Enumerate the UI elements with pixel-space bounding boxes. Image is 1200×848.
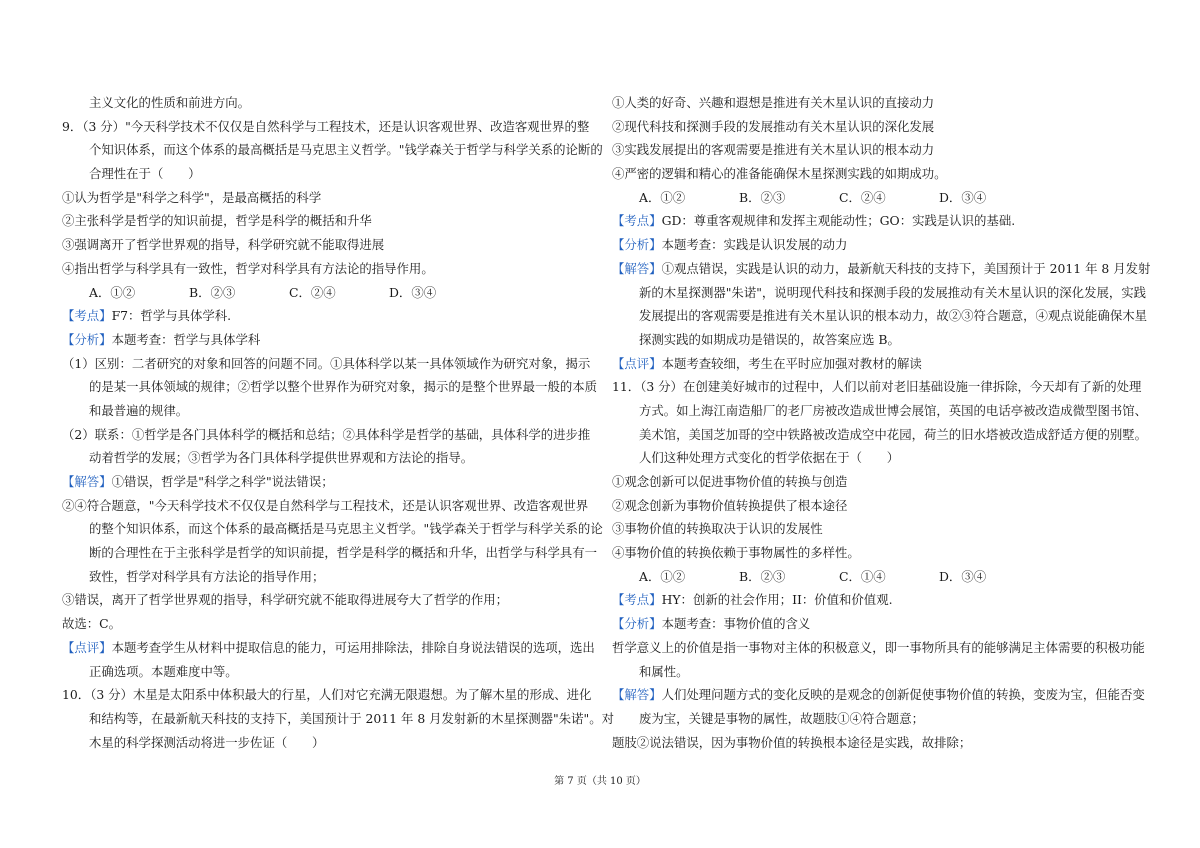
line-text: 故选：C。	[62, 616, 122, 632]
line-text: 和最普遍的规律。	[89, 402, 189, 418]
option-choice: C．②④	[289, 284, 336, 300]
text-line	[62, 565, 602, 589]
text-line	[62, 707, 615, 731]
option-choice: C．①④	[839, 568, 886, 584]
answer-options	[612, 565, 1147, 589]
line-text: （1）区别：二者研究的对象和回答的问题不同。①具体科学以某一具体领域作为研究对象，揭示	[62, 355, 591, 371]
text-line	[612, 399, 1147, 423]
line-text: ③实践发展提出的客观需要是推进有关木星认识的根本动力	[612, 142, 935, 158]
text-line	[62, 352, 602, 376]
text-line	[612, 446, 1147, 470]
option-choice: A．①②	[639, 189, 686, 205]
section-tag: 【点评】	[62, 639, 112, 655]
line-text: ③强调离开了哲学世界观的指导，科学研究就不能取得进展	[62, 237, 385, 253]
line-text: （2）联系：①哲学是各门具体科学的概括和总结；②具体科学是哲学的基础，具体科学的进步推	[62, 426, 591, 442]
line-text: 正确选项。本题难度中等。	[89, 663, 238, 679]
text-line	[62, 683, 602, 707]
line-text: 和属性。	[639, 663, 689, 679]
text-line	[62, 209, 602, 233]
line-text: GD：尊重客观规律和发挥主观能动性；GO：实践是认识的基础.	[661, 213, 1016, 229]
text-line	[612, 281, 1147, 305]
text-line	[612, 660, 1147, 684]
line-text: 方式。如上海江南造船厂的老厂房被改造成世博会展馆，英国的电话亭被改造成微型图书馆、	[639, 402, 1148, 418]
line-text: ①错误，哲学是"科学之科学"说法错误；	[111, 474, 334, 489]
option-choice: B．②③	[189, 284, 236, 300]
annotated-line	[612, 352, 1147, 376]
line-text: ①观念创新可以促进事物价值的转换与创造	[612, 474, 848, 489]
line-text: 探测实践的如期成功是错误的，故答案应选 B。	[639, 331, 900, 347]
option-choice: D．③④	[939, 568, 987, 584]
text-line	[612, 328, 1147, 352]
answer-options	[62, 281, 602, 305]
right-column	[612, 91, 1151, 754]
line-text: HY：创新的社会作用；II：价值和价值观.	[661, 592, 893, 608]
annotated-line	[612, 209, 1147, 233]
text-line	[62, 423, 602, 447]
line-text: ③事物价值的转换取决于认识的发展性	[612, 521, 823, 537]
line-text: 本题考查：实践是认识发展的动力	[661, 237, 848, 253]
text-line	[62, 541, 602, 565]
line-text: 致性，哲学对科学具有方法论的指导作用；	[89, 568, 325, 584]
line-text: ①观点错误，实践是认识的动力，最新航天科技的支持下，美国预计于 2011 年 8 月发射	[661, 260, 1151, 276]
annotated-line	[612, 257, 1151, 281]
text-line	[62, 612, 602, 636]
line-text: 本题考查学生从材料中提取信息的能力，可运用排除法，排除自身说法错误的选项，选出	[111, 639, 595, 655]
text-line	[612, 731, 1147, 755]
line-text: 废为宝，关键是事物的属性，故题肢①④符合题意；	[639, 710, 924, 726]
line-text: ④事物价值的转换依赖于事物属性的多样性。	[612, 545, 860, 561]
text-line	[612, 517, 1147, 541]
line-text: 断的合理性在于主张科学是哲学的知识前提，哲学是科学的概括和升华，出哲学与科学具有一	[89, 545, 598, 561]
option-choice: B．②③	[739, 189, 786, 205]
text-line	[62, 660, 602, 684]
line-text: ④严密的逻辑和精心的准备能确保木星探测实践的如期成功。	[612, 166, 947, 182]
line-text: ②现代科技和探测手段的发展推动有关木星认识的深化发展	[612, 118, 935, 134]
line-text: 的整个知识体系，而这个体系的最高概括是马克思主义哲学。"钱学森关于哲学与科学关系的论	[89, 521, 603, 537]
line-text: ③错误，离开了哲学世界观的指导，科学研究就不能取得进展夸大了哲学的作用；	[62, 592, 509, 608]
line-text: 和结构等，在最新航天科技的支持下，美国预计于 2011 年 8 月发射新的木星探测器"朱诺"。对	[89, 710, 615, 726]
text-line	[62, 375, 602, 399]
option-choice: D．③④	[939, 189, 987, 205]
line-text: 9．（3 分）"今天科学技术不仅仅是自然科学与工程技术，还是认识客观世界、改造客观世界的整	[62, 118, 590, 134]
line-text: 人们处理问题方式的变化反映的是观念的创新促使事物价值的转换，变废为宝，但能否变	[661, 687, 1145, 703]
text-line	[612, 115, 1147, 139]
page-footer: 第 7 页（共 10 页）	[554, 776, 646, 787]
line-text: 新的木星探测器"朱诺"，说明现代科技和探测手段的发展推动有关木星认识的深化发展，实践	[639, 284, 1147, 300]
text-line	[612, 423, 1147, 447]
line-text: ②④符合题意，"今天科学技术不仅仅是自然科学与工程技术，还是认识客观世界、改造客观世界	[62, 497, 589, 513]
text-line	[612, 494, 1147, 518]
text-line	[62, 233, 602, 257]
left-column	[62, 91, 615, 754]
text-line	[62, 517, 602, 541]
section-tag: 【解答】	[612, 687, 662, 703]
text-line	[62, 186, 602, 210]
text-line	[612, 91, 1147, 115]
annotated-line	[612, 612, 1147, 636]
section-tag: 【考点】	[612, 592, 662, 608]
text-line	[62, 494, 602, 518]
line-text: 的是某一具体领域的规律；②哲学以整个世界作为研究对象，揭示的是整个世界最一般的本质	[89, 379, 598, 395]
section-tag: 【分析】	[62, 331, 112, 347]
option-choice: B．②③	[739, 568, 786, 584]
section-tag: 【解答】	[612, 260, 662, 276]
line-text: 美术馆，美国芝加哥的空中铁路被改造成空中花园，荷兰的旧水塔被改造成舒适方便的别墅。	[639, 426, 1148, 442]
text-line	[62, 162, 602, 186]
option-choice: A．①②	[639, 568, 686, 584]
text-line	[62, 588, 602, 612]
option-choice: D．③④	[389, 284, 437, 300]
text-line	[62, 731, 602, 755]
option-choice: C．②④	[839, 189, 886, 205]
line-text: ①认为哲学是"科学之科学"，是最高概括的科学	[62, 189, 322, 205]
text-line	[612, 138, 1147, 162]
annotated-line	[612, 233, 1147, 257]
text-line	[62, 446, 602, 470]
line-text: 本题考查：事物价值的含义	[661, 616, 811, 632]
line-text: 主义文化的性质和前进方向。	[89, 95, 251, 110]
text-line	[612, 636, 1147, 660]
text-line	[612, 375, 1147, 399]
text-line	[612, 162, 1147, 186]
annotated-line	[62, 328, 602, 352]
text-line	[612, 707, 1147, 731]
text-line	[62, 138, 602, 162]
section-tag: 【点评】	[612, 355, 662, 371]
line-text: ②主张科学是哲学的知识前提，哲学是科学的概括和升华	[62, 213, 372, 229]
section-tag: 【考点】	[612, 213, 662, 229]
annotated-line	[612, 683, 1147, 707]
line-text: 合理性在于（ ）	[89, 166, 201, 182]
line-text: 本题考查较细，考生在平时应加强对教材的解读	[661, 355, 922, 371]
line-text: 题肢②说法错误，因为事物价值的转换根本途径是实践，故排除；	[612, 734, 972, 750]
line-text: ②观念创新为事物价值转换提供了根本途径	[612, 497, 848, 513]
line-text: ①人类的好奇、兴趣和遐想是推进有关木星认识的直接动力	[612, 95, 935, 110]
line-text: 个知识体系，而这个体系的最高概括是马克思主义哲学。"钱学森关于哲学与科学关系的论断的	[89, 142, 603, 158]
annotated-line	[62, 636, 602, 660]
text-line	[612, 304, 1147, 328]
option-choice: A．①②	[89, 284, 136, 300]
text-line	[62, 399, 602, 423]
line-text: 人们这种处理方式变化的哲学依据在于（ ）	[639, 450, 900, 466]
line-text: 11．（3 分）在创建美好城市的过程中，人们以前对老旧基础设施一律拆除，今天却有了新的处理	[612, 379, 1142, 395]
annotated-line	[62, 304, 602, 328]
section-tag: 【分析】	[612, 616, 662, 632]
line-text: 木星的科学探测活动将进一步佐证（ ）	[89, 734, 325, 750]
line-text: ④指出哲学与科学具有一致性，哲学对科学具有方法论的指导作用。	[62, 260, 434, 276]
answer-options	[612, 186, 1147, 210]
line-text: 动着哲学的发展；③哲学为各门具体科学提供世界观和方法论的指导。	[89, 450, 474, 466]
line-text: 10．（3 分）木星是太阳系中体积最大的行星，人们对它充满无限遐想。为了解木星的形成、进化	[62, 687, 592, 703]
text-line	[612, 541, 1147, 565]
section-tag: 【考点】	[62, 308, 112, 324]
text-line	[62, 115, 602, 139]
line-text: F7：哲学与具体学科.	[111, 308, 232, 324]
line-text: 本题考查：哲学与具体学科	[111, 331, 261, 347]
line-text: 发展提出的客观需要是推进有关木星认识的根本动力，故②③符合题意，④观点说能确保木星	[639, 308, 1148, 324]
line-text: 哲学意义上的价值是指一事物对主体的积极意义，即一事物所具有的能够满足主体需要的积极功能	[612, 639, 1145, 655]
text-line	[62, 91, 602, 115]
text-line	[612, 470, 1147, 494]
section-tag: 【解答】	[62, 474, 112, 489]
annotated-line	[612, 588, 1147, 612]
annotated-line	[62, 470, 602, 494]
section-tag: 【分析】	[612, 237, 662, 253]
text-line	[62, 257, 602, 281]
